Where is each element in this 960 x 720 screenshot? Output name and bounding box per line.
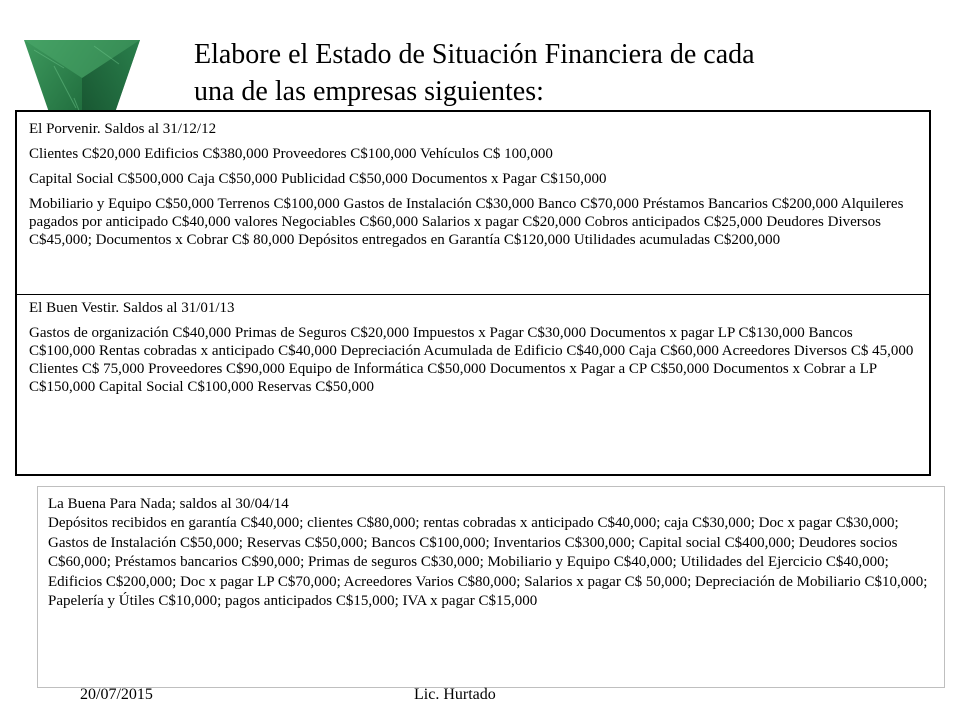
title-line-2: una de las empresas siguientes: xyxy=(194,76,544,107)
balance-paragraph: Depósitos recibidos en garantía C$40,000; clientes C$80,000; rentas cobradas x anticipado C$40,000; caja C$30,000; Doc x pagar C$30,000; Gastos de Instalación C$50,000; Reservas C$50,000; Bancos C$100,000; Inventarios C$300,000; Capital social C$400,000; Deudores socios C$60,000; Préstamos bancarios C$90,000; Primas de seguros C$30,000; Mobiliario y Equipo C$40,000; Utilidades del Ejercicio C$40,000; Edificios C$200,000; Doc x pagar LP C$70,000; Acreedores Varios C$80,000; Salarios x pagar C$ 50,000; Depreciación de Mobiliario C$10,000; Papelería y Útiles C$10,000; pagos anticipados C$15,000; IVA x pagar C$15,000 xyxy=(48,515,928,610)
section-heading: La Buena Para Nada; saldos al 30/04/14 xyxy=(48,496,289,512)
section-la-buena-para-nada xyxy=(37,486,945,688)
balance-paragraph: Mobiliario y Equipo C$50,000 Terrenos C$100,000 Gastos de Instalación C$30,000 Banco C$70,000 Préstamos Bancarios C$200,000 Alquileres pagados por anticipado C$40,000 valores Negociables C$60,000 Salarios x pagar C$20,000 Cobros anticipados C$25,000 Deudores Diversos C$45,000; Documentos x Cobrar C$ 80,000 Depósitos entregados en Garantía C$120,000 Utilidades acumuladas C$200,000 xyxy=(29,196,904,248)
page-title xyxy=(194,36,894,110)
section-el-porvenir xyxy=(17,112,929,294)
section-heading: El Porvenir. Saldos al 31/12/12 xyxy=(29,121,217,137)
footer-author: Lic. Hurtado xyxy=(414,686,496,703)
companies-box xyxy=(15,110,931,476)
section-heading: El Buen Vestir. Saldos al 31/01/13 xyxy=(29,300,235,316)
footer-date: 20/07/2015 xyxy=(80,686,153,703)
balance-line: Clientes C$20,000 Edificios C$380,000 Proveedores C$100,000 Vehículos C$ 100,000 xyxy=(29,146,553,162)
title-line-1: Elabore el Estado de Situación Financiera de cada xyxy=(194,39,755,70)
section-el-buen-vestir xyxy=(17,295,929,396)
balance-paragraph: Gastos de organización C$40,000 Primas de Seguros C$20,000 Impuestos x Pagar C$30,000 Documentos x pagar LP C$130,000 Bancos C$100,000 Rentas cobradas x anticipado C$40,000 Depreciación Acumulada de Edificio C$40,000 Caja C$60,000 Acreedores Diversos C$ 45,000 Clientes C$ 75,000 Proveedores C$90,000 Equipo de Informática C$50,000 Documentos x Pagar a CP C$50,000 Documentos x Cobrar a LP C$150,000 Capital Social C$100,000 Reservas C$50,000 xyxy=(29,325,914,395)
balance-line: Capital Social C$500,000 Caja C$50,000 Publicidad C$50,000 Documentos x Pagar C$150,000 xyxy=(29,171,607,187)
